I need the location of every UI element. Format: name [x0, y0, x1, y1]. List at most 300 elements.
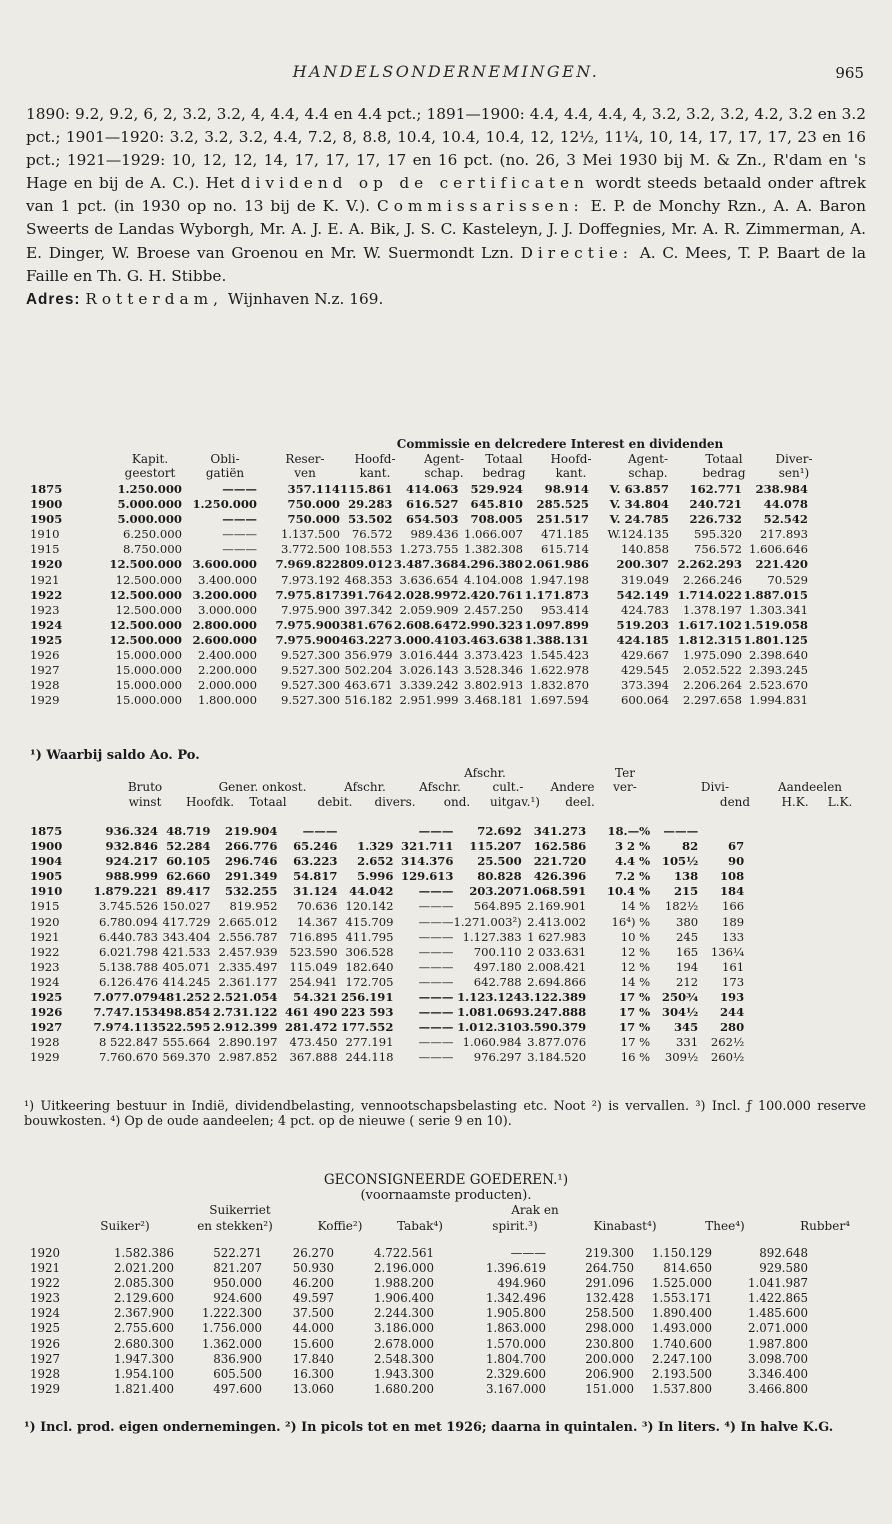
table-row	[30, 1035, 744, 1050]
table-cell: 1.329	[357, 839, 394, 854]
column-header: Totaal	[705, 452, 743, 466]
table-cell: 182.640	[345, 959, 394, 974]
column-header: Aandeelen	[777, 780, 843, 794]
table-cell: 3.122.389	[521, 990, 587, 1005]
table-cell: 1.378.197	[682, 602, 742, 617]
column-header: Hoofd-	[354, 452, 396, 466]
table-cell: 2.367.900	[113, 1306, 174, 1321]
running-header: HANDELSONDERNEMINGEN.	[292, 62, 600, 81]
table-cell: 10.4 %	[606, 884, 651, 899]
table-cell: 296.746	[225, 854, 278, 869]
table-row	[30, 1020, 744, 1035]
column-header: uitgav.¹)	[490, 795, 540, 809]
table-cell: 177.552	[341, 1020, 394, 1035]
row-year: 1915	[30, 542, 60, 557]
table3	[30, 1246, 808, 1397]
table-cell: 2.028.997	[393, 587, 459, 602]
table-cell: 115.207	[469, 839, 522, 854]
table-row	[30, 527, 808, 542]
table-cell: 1.127.383	[462, 929, 522, 944]
table-cell: 819.952	[229, 899, 278, 914]
table-cell: 12.500.000	[115, 572, 182, 587]
table1-group-header: Commissie en delcredere Interest en dividenden	[396, 437, 724, 451]
table-cell: 1.150.129	[651, 1246, 712, 1260]
certificate-text: wordt steeds betaald onder aftrek van 1 pct. (in 1930 op no. 13 bij de K. V.).	[26, 174, 867, 216]
table-cell: 12.500.000	[109, 617, 182, 632]
table-cell: 15.000.000	[115, 678, 182, 693]
table-cell: ———	[302, 824, 338, 838]
table-cell: 1.905.800	[485, 1306, 546, 1321]
table-cell: 7.974.113	[93, 1020, 158, 1035]
table-row	[30, 1352, 808, 1367]
column-header: divers.	[374, 795, 416, 809]
table-row	[30, 1321, 808, 1336]
column-header: Agent-	[627, 452, 669, 466]
table-cell: 72.692	[477, 824, 522, 838]
table-cell: 529.924	[470, 482, 523, 496]
table-cell: 7.975.900	[275, 632, 340, 647]
table-cell: 821.207	[213, 1261, 262, 1276]
table-cell: 924.600	[213, 1291, 262, 1306]
table-cell: 1.697.594	[529, 693, 589, 708]
table-cell: 3.400.000	[197, 572, 257, 587]
table-cell: 49.597	[292, 1291, 334, 1306]
table-cell: 108.553	[344, 542, 393, 557]
table-cell: 953.414	[541, 602, 589, 617]
table-cell: 8.750.000	[122, 542, 182, 557]
table-cell: 750.000	[287, 497, 340, 512]
table-cell: 2.523.670	[748, 678, 808, 693]
table-cell: 17 %	[620, 1035, 651, 1050]
table-cell: 1.582.386	[113, 1246, 174, 1260]
table-cell: 1.887.015	[743, 587, 808, 602]
table-cell: 936.324	[105, 824, 158, 838]
table-cell: 343.404	[162, 929, 211, 944]
table-cell: 892.648	[759, 1246, 808, 1260]
column-header: ond.	[443, 795, 471, 809]
table-cell: 2.329.600	[485, 1366, 546, 1381]
page-number: 965	[835, 64, 864, 82]
table-cell: ———	[510, 1246, 546, 1260]
table-cell: 1.800.000	[197, 693, 257, 708]
table-cell: 266.776	[225, 839, 278, 854]
table-cell: 1.273.755	[399, 542, 459, 557]
table-cell: 1.097.899	[524, 617, 589, 632]
table-cell: 314.376	[401, 854, 454, 869]
table-cell: 1.553.171	[651, 1291, 712, 1306]
row-year: 1928	[30, 678, 60, 693]
column-header: Totaal	[485, 452, 523, 466]
table-cell: 2.008.421	[527, 959, 587, 974]
table-cell: 1.066.007	[463, 527, 523, 542]
table-cell: 1.890.400	[651, 1306, 712, 1321]
table-cell: 1.994.831	[748, 693, 808, 708]
column-header: winst	[128, 795, 162, 809]
table-cell: 5.996	[357, 869, 394, 884]
table-cell: 8 522.847	[98, 1035, 158, 1050]
table-cell: 280	[719, 1020, 745, 1035]
table-cell: 12 %	[620, 959, 651, 974]
column-header: bedrag	[482, 466, 526, 480]
table-cell: 244.118	[345, 1050, 394, 1065]
row-year: 1928	[30, 1035, 60, 1050]
table-cell: 2.652	[357, 854, 394, 869]
column-header: Diver-	[775, 452, 813, 466]
table-cell: 321.711	[401, 839, 454, 854]
table-cell: 516.182	[344, 693, 393, 708]
table-cell: 519.203	[616, 617, 669, 632]
row-year: 1920	[30, 914, 60, 929]
table-cell: 98.914	[544, 482, 589, 496]
column-header: schap.	[424, 466, 464, 480]
row-year: 1924	[30, 617, 63, 632]
table-cell: 319.049	[621, 572, 669, 587]
table-cell: 16⁴) %	[611, 914, 651, 929]
table-cell: 115.861	[340, 482, 393, 496]
table-cell: 44.078	[763, 497, 808, 512]
table-cell: 304½	[661, 1005, 699, 1020]
table-cell: ———	[418, 929, 454, 944]
table-cell: 976.297	[473, 1050, 522, 1065]
table-cell: 2.680.300	[113, 1336, 174, 1351]
table-cell: 15.000.000	[115, 648, 182, 663]
table-cell: 15.000.000	[115, 693, 182, 708]
table-cell: 2.755.600	[113, 1321, 174, 1336]
table-cell: 3.000.410	[393, 632, 459, 647]
table-cell: 1.060.984	[462, 1035, 522, 1050]
column-header: Afschr.	[344, 780, 386, 794]
table-cell: 1.493.000	[651, 1321, 712, 1336]
table-cell: 212	[676, 974, 699, 989]
column-header: Andere	[550, 780, 595, 794]
table-cell: 716.895	[289, 929, 338, 944]
table-cell: 331	[676, 1035, 699, 1050]
table-cell: 1.801.125	[743, 632, 808, 647]
table-cell: 309½	[664, 1050, 699, 1065]
column-header: ven	[294, 466, 316, 480]
table-cell: 2.071.000	[747, 1321, 808, 1336]
table1-footnote: ¹) Waarbij saldo Ao. Po.	[30, 748, 200, 763]
table-row	[30, 693, 808, 708]
table-cell: 532.255	[225, 884, 278, 899]
table-cell: 502.204	[344, 663, 393, 678]
table-cell: 2.731.122	[212, 1005, 278, 1020]
column-header: en stekken²)	[197, 1219, 273, 1233]
table-cell: 1.519.058	[743, 617, 808, 632]
table-cell: 1.622.978	[529, 663, 589, 678]
table-cell: 1.879.221	[93, 884, 158, 899]
table-cell: ———	[418, 1035, 454, 1050]
table-cell: 1.988.200	[373, 1276, 434, 1291]
row-year: 1926	[30, 1005, 63, 1020]
table-cell: 645.810	[470, 497, 523, 512]
table-cell: 3 2 %	[614, 839, 651, 854]
table-cell: 264.750	[585, 1261, 634, 1276]
table-cell: 2.000.000	[197, 678, 257, 693]
row-year: 1924	[30, 974, 60, 989]
table-row	[30, 1246, 808, 1261]
table-cell: 1.606.646	[748, 542, 808, 557]
table-cell: 7.975.900	[275, 617, 340, 632]
column-header: Divi-	[700, 780, 730, 794]
table-cell: 258.500	[585, 1306, 634, 1321]
column-header: Kinabast⁴)	[593, 1219, 657, 1233]
table-cell: 1.081.069	[457, 1005, 522, 1020]
table-cell: 424.783	[621, 602, 669, 617]
table-row	[30, 990, 744, 1005]
table-cell: 481.252	[158, 990, 211, 1005]
row-year: 1910	[30, 527, 60, 542]
table-cell: 1.545.423	[529, 648, 589, 663]
table-cell: 7.975.817	[275, 587, 340, 602]
table-cell: 615.714	[541, 542, 589, 557]
row-year: 1926	[30, 1336, 61, 1351]
table-cell: ———	[418, 1050, 454, 1065]
column-header: Thee⁴)	[705, 1219, 745, 1233]
column-header: Hoofdk.	[185, 795, 235, 809]
table-cell: 426.396	[533, 869, 587, 884]
table-cell: 108	[719, 869, 745, 884]
table-cell: 381.676	[340, 617, 393, 632]
table-cell: 132.428	[585, 1291, 634, 1306]
table-cell: 6.780.094	[98, 914, 158, 929]
table-cell: 245	[676, 929, 699, 944]
table-cell: 1.906.400	[373, 1291, 434, 1306]
table-cell: 298.000	[585, 1321, 634, 1336]
table-cell: 62.660	[166, 869, 211, 884]
table-cell: 256.191	[341, 990, 394, 1005]
column-header: debit.	[317, 795, 353, 809]
row-year: 1929	[30, 693, 60, 708]
table-row	[30, 1261, 808, 1276]
table-cell: 1.812.315	[677, 632, 742, 647]
table-cell: 189	[722, 914, 745, 929]
table-cell: 1.250.000	[192, 497, 257, 512]
column-header: Agent-	[423, 452, 465, 466]
table-cell: 1.947.300	[113, 1351, 174, 1366]
table-cell: 7.2 %	[614, 869, 651, 884]
table-cell: 642.788	[473, 974, 522, 989]
table-cell: 700.110	[473, 944, 522, 959]
table-cell: 1.525.000	[651, 1276, 712, 1291]
table-cell: 291.096	[585, 1276, 634, 1291]
table-cell: 2.600.000	[192, 632, 257, 647]
table-cell: 3.772.500	[280, 542, 340, 557]
table-cell: 2.052.522	[682, 663, 742, 678]
table-cell: 221.720	[533, 854, 587, 869]
row-year: 1924	[30, 1306, 61, 1321]
table-cell: 37.500	[292, 1306, 334, 1321]
table-row	[30, 482, 808, 497]
table-cell: 12.500.000	[109, 587, 182, 602]
column-header: Arak en	[511, 1203, 559, 1217]
row-year: 1927	[30, 1020, 63, 1035]
table-cell: 473.450	[289, 1035, 338, 1050]
column-header: deel.	[565, 795, 595, 809]
table-cell: 1.537.800	[651, 1381, 712, 1396]
table-row	[30, 1337, 808, 1352]
table-cell: 3.877.076	[527, 1035, 587, 1050]
table-cell: 12.500.000	[109, 632, 182, 647]
table-cell: 7.747.153	[93, 1005, 158, 1020]
table-row	[30, 824, 744, 839]
row-year: 1921	[30, 572, 60, 587]
table-cell: 150.027	[162, 899, 211, 914]
table-cell: 3.186.000	[373, 1321, 434, 1336]
table-cell: 1.171.873	[524, 587, 589, 602]
table-row	[30, 573, 808, 588]
table-cell: 345	[673, 1020, 699, 1035]
table-cell: 203.207	[469, 884, 522, 899]
table-cell: 3.528.346	[463, 663, 523, 678]
table-cell: 1.947.198	[529, 572, 589, 587]
table-row	[30, 1382, 808, 1397]
table-cell: ———	[418, 944, 454, 959]
table-cell: 238.984	[755, 482, 808, 496]
table-cell: 2.556.787	[218, 929, 278, 944]
column-header: ver-	[613, 780, 637, 794]
table-cell: 1.137.500	[280, 527, 340, 542]
adres-street: Wijnhaven N.z. 169.	[227, 289, 384, 308]
table-row	[30, 557, 808, 572]
table-row	[30, 542, 808, 557]
table-cell: 82	[682, 839, 699, 854]
table-cell: 1.222.300	[201, 1306, 262, 1321]
table-cell: 3.590.379	[521, 1020, 587, 1035]
row-year: 1922	[30, 944, 60, 959]
table-cell: 63.223	[293, 854, 338, 869]
table-cell: 67	[728, 839, 745, 854]
table-row	[30, 1306, 808, 1321]
row-year: 1920	[30, 557, 63, 572]
table-cell: 29.283	[348, 497, 393, 512]
table-row	[30, 1050, 744, 1065]
table-row	[30, 839, 744, 854]
column-header: Totaal	[249, 795, 287, 809]
table-cell: 48.719	[166, 824, 211, 838]
table-row	[30, 603, 808, 618]
table-cell: 415.709	[345, 914, 394, 929]
table-cell: 988.999	[105, 869, 158, 884]
column-header: Kapit.	[131, 452, 169, 466]
table-cell: 555.664	[162, 1035, 211, 1050]
table-cell: 2.335.497	[218, 959, 278, 974]
table-cell: 4.104.008	[463, 572, 523, 587]
table-cell: 414.063	[406, 482, 459, 496]
table-cell: 468.353	[344, 572, 393, 587]
table-cell: 2.987.852	[218, 1050, 278, 1065]
table-cell: 129.613	[401, 869, 454, 884]
table2-footnote	[24, 1099, 866, 1129]
table-row	[30, 497, 808, 512]
table-cell: 206.900	[585, 1366, 634, 1381]
table-cell: 2.990.323	[458, 617, 523, 632]
table-cell: 50.930	[292, 1261, 334, 1276]
table-cell: 1.362.000	[201, 1336, 262, 1351]
column-header: Hoofd-	[550, 452, 592, 466]
table-cell: 1.388.131	[524, 632, 589, 647]
table-row	[30, 854, 744, 869]
table-cell: 2.169.901	[527, 899, 587, 914]
row-year: 1925	[30, 632, 63, 647]
commissarissen-heading: Commissarissen:	[377, 197, 584, 216]
table-cell: ———	[418, 1020, 454, 1035]
table-cell: 230.800	[585, 1336, 634, 1351]
table-cell: 1.485.600	[747, 1306, 808, 1321]
table-cell: 6.021.798	[98, 944, 158, 959]
table-cell: 1.863.000	[485, 1321, 546, 1336]
table-cell: 2.420.761	[458, 587, 523, 602]
table-cell: ———	[418, 824, 454, 838]
table-cell: 2.951.999	[399, 693, 459, 708]
directie-text: A. C. Mees, T. P. Baart de la Faille en Th. G. H. Stibbe.	[26, 243, 867, 285]
column-header: bedrag	[702, 466, 746, 480]
table-cell: 989.436	[410, 527, 459, 542]
table-cell: 200.307	[616, 557, 669, 572]
table-cell: 1.680.200	[373, 1381, 434, 1396]
table-cell: 166	[722, 899, 745, 914]
row-year: 1926	[30, 648, 60, 663]
table-cell: 569.370	[162, 1050, 211, 1065]
table-cell: 162.586	[533, 839, 587, 854]
row-year: 1923	[30, 602, 60, 617]
row-year: 1925	[30, 1321, 61, 1336]
table-cell	[698, 824, 744, 839]
table-cell: 3.000.000	[197, 602, 257, 617]
table-cell: 172.705	[345, 974, 394, 989]
row-year: 1927	[30, 663, 60, 678]
table-cell: 44.042	[349, 884, 394, 899]
table-cell: 3.200.000	[192, 587, 257, 602]
table-cell: ———	[418, 959, 454, 974]
row-year: 1929	[30, 1050, 60, 1065]
table-cell: ———	[418, 884, 454, 899]
table-cell: 2.361.177	[218, 974, 278, 989]
dividend-history-text: 1890: 9.2, 9.2, 6, 2, 3.2, 3.2, 4, 4.4, 4.4 en 4.4 pct.; 1891—1900: 4.4, 4.4, 4.4, 4, 3.2, 3.2, 3.2, 4.2, 3.2 en 3.2 pct.; 1901—1920: 3.2, 3.2, 3.2, 4.4, 7.2, 8, 8.8, 10.4, 10.4, 10.4, 12, 12½, 11¼, 10, 14, 17, 17, 17, 23 en 16 pct.; 1921—1929: 10, 12, 12, 14, 17, 17, 17, 17 en 16 pct. (no. 26, 3 Mei 1930 bij M. & Zn., R'dam en 's Hage en bij de A. C.). Het	[26, 105, 866, 193]
table-cell: 380	[676, 914, 699, 929]
table3-title: GECONSIGNEERDE GOEDEREN.¹)	[323, 1172, 569, 1188]
table1	[30, 482, 808, 708]
table-cell: 9.527.300	[280, 678, 340, 693]
table-cell: 2.247.100	[651, 1351, 712, 1366]
row-year: 1910	[30, 884, 63, 899]
table-cell: ———	[418, 914, 454, 929]
row-year: 1875	[30, 824, 63, 838]
table-cell: 1.271.003²)	[453, 914, 522, 929]
directie-heading: Directie:	[520, 243, 633, 262]
table-row	[30, 869, 744, 884]
row-year: 1900	[30, 839, 63, 854]
table-row	[30, 1291, 808, 1306]
table-cell: 14.367	[296, 914, 338, 929]
table-row	[30, 975, 744, 990]
table-cell: 52.542	[763, 512, 808, 527]
table-cell: 1.740.600	[651, 1336, 712, 1351]
table-cell: 4.722.561	[373, 1246, 434, 1260]
table-cell: 194	[676, 959, 699, 974]
table-cell: 471.185	[541, 527, 589, 542]
table-cell: 7.975.900	[280, 602, 340, 617]
table-cell: 2.129.600	[113, 1291, 174, 1306]
table-cell: 1.804.700	[485, 1351, 546, 1366]
table-cell: 421.533	[162, 944, 211, 959]
table-cell: 809.012	[340, 557, 393, 572]
table-row	[30, 1367, 808, 1382]
table3-footnote-text: ¹) Incl. prod. eigen ondernemingen. ²) In picols tot en met 1926; daarna in quintalen. ³) In liters. ⁴) In halve K.G.	[24, 1420, 834, 1435]
table-cell: 14 %	[620, 974, 651, 989]
table-cell: 1.342.496	[485, 1291, 546, 1306]
table-cell: 3.167.000	[485, 1381, 546, 1396]
